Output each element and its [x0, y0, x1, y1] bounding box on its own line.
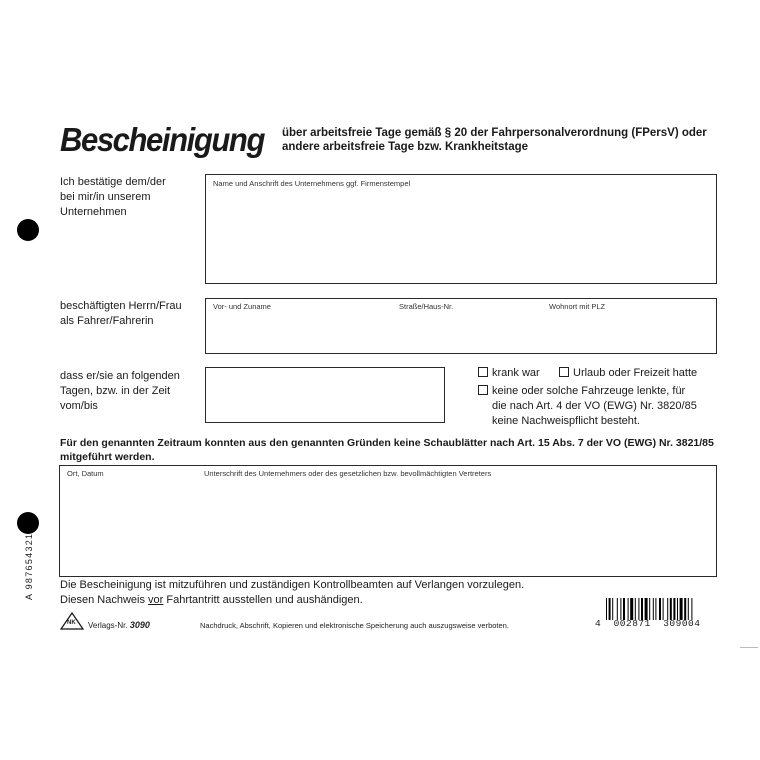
company-field-caption: Name und Anschrift des Unternehmens ggf. Firmenstempel: [213, 179, 411, 188]
option-vacation[interactable]: Urlaub oder Freizeit hatte: [559, 366, 697, 381]
employee-field[interactable]: [205, 298, 717, 354]
edge-mark: [740, 647, 758, 648]
barcode: [606, 598, 724, 620]
page-subtitle: über arbeitsfreie Tage gemäß § 20 der Fahrpersonalverordnung (FPersV) oder andere arbeitsfreie Tage bzw. Krankheitstage: [282, 127, 707, 153]
footer-instructions: Die Bescheinigung ist mitzuführen und zuständigen Kontrollbeamten auf Verlangen vorzulegen. Diesen Nachweis vor Fahrtantritt ausstellen und aushändigen.: [60, 579, 525, 606]
company-label: Ich bestätige dem/der bei mir/in unserem Unternehmen: [60, 176, 166, 218]
employee-name-caption: Vor- und Zuname: [213, 302, 271, 311]
vertical-serial-code: A 987654321: [24, 532, 34, 600]
verlag-number: Verlags-Nr. 3090: [88, 620, 150, 630]
place-date-caption: Ort, Datum: [67, 469, 104, 478]
page-title: Bescheinigung: [60, 121, 265, 158]
dates-label: dass er/sie an folgenden Tagen, bzw. in der Zeit vom/bis: [60, 370, 180, 412]
dates-field[interactable]: [205, 367, 445, 423]
checkbox-sick[interactable]: [478, 367, 488, 377]
copyright-notice: Nachdruck, Abschrift, Kopieren und elektronische Speicherung auch auszugsweise verboten.: [200, 621, 509, 630]
signature-field[interactable]: [59, 465, 717, 577]
punch-hole-top: [17, 219, 39, 241]
logo-letters: NK: [67, 620, 76, 626]
company-field[interactable]: [205, 174, 717, 284]
option-vehicles[interactable]: keine oder solche Fahrzeuge lenkte, für die nach Art. 4 der VO (EWG) Nr. 3820/85 keine Nachweispflicht besteht.: [478, 384, 697, 429]
barcode-icon: [606, 598, 724, 620]
option-sick[interactable]: krank war: [478, 366, 540, 381]
employee-city-caption: Wohnort mit PLZ: [549, 302, 606, 311]
publisher-logo: [60, 612, 84, 630]
checkbox-vehicles[interactable]: [478, 385, 488, 395]
punch-hole-bottom: [17, 512, 39, 534]
employee-label: beschäftigten Herrn/Frau als Fahrer/Fahrerin: [60, 300, 182, 327]
statement-text: Für den genannten Zeitraum konnten aus den genannten Gründen keine Schaublätter nach Art. 15 Abs. 7 der VO (EWG) Nr. 3821/85 mitgeführt werden.: [60, 437, 714, 463]
barcode-digits: 4 002871 309004: [595, 618, 701, 629]
checkbox-vacation[interactable]: [559, 367, 569, 377]
employee-street-caption: Straße/Haus-Nr.: [399, 302, 454, 311]
signature-caption: Unterschrift des Unternehmers oder des gesetzlichen bzw. bevollmächtigten Vertreters: [204, 469, 492, 478]
